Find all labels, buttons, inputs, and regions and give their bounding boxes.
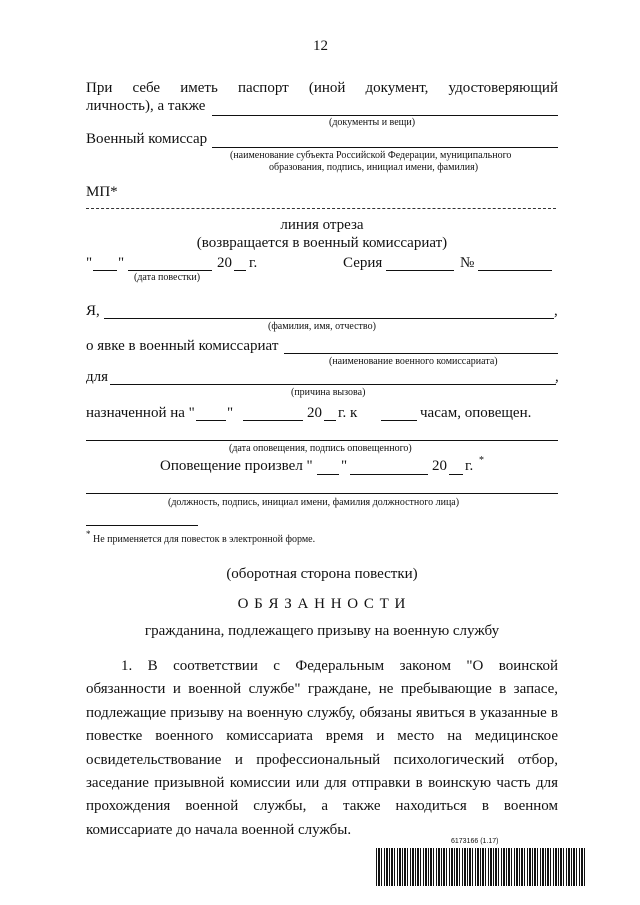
notify-caption: (дата оповещения, подпись оповещенного)	[229, 443, 412, 454]
reason-caption: (причина вызова)	[291, 387, 366, 398]
stamp-mark: МП*	[86, 184, 118, 200]
date-year-prefix: 20	[217, 255, 232, 271]
made-day-line	[317, 474, 339, 475]
barcode	[376, 848, 586, 886]
assigned-year-line	[324, 420, 336, 421]
official-field-line	[86, 493, 558, 494]
appear-label: о явке в военный комиссариат	[86, 338, 279, 354]
number-field-line	[478, 270, 552, 271]
month-field-line	[128, 270, 212, 271]
footnote-text: Не применяется для повесток в электронной форме.	[93, 534, 316, 545]
footnote-mark: *	[86, 529, 91, 539]
official-caption: (должность, подпись, инициал имени, фамилия должностного лица)	[168, 497, 460, 508]
commissariat-caption: (наименование военного комиссариата)	[329, 356, 498, 367]
commissar-caption-2: образования, подпись, инициал имени, фамилия)	[269, 162, 479, 173]
for-label: для	[86, 369, 109, 385]
reason-line-end: ,	[555, 369, 559, 385]
commissar-caption-1: (наименование субъекта Российской Федерации, муниципального	[230, 150, 512, 161]
series-field-line	[386, 270, 454, 271]
assigned-text-2: "	[227, 405, 234, 421]
made-text-3: 20	[432, 458, 447, 474]
obligations-heading: О Б Я З А Н Н О С Т И	[237, 596, 407, 612]
obligations-subheading: гражданина, подлежащего призыву на военную службу	[144, 623, 500, 639]
reason-field-line	[110, 384, 556, 385]
commissar-label: Военный комиссар	[86, 131, 208, 147]
documents-caption: (документы и вещи)	[329, 117, 416, 128]
made-month-line	[350, 474, 428, 475]
footnote-separator	[86, 525, 198, 526]
series-label: Серия	[343, 255, 383, 271]
reverse-label: (оборотная сторона повестки)	[226, 566, 418, 582]
obligations-paragraph: 1. В соответствии с Федеральным законом "О воинской обязанности и военной службе" граждане, не пребывающие в запасе, подлежащие призыву на военную службу, обязаны явиться в указанные в повестке военного комиссариата время и место на медицинское освидетельствование и профессиональный психологический отбор, заседание призывной комиссии или для отправки в воинскую часть для прохождения военной службы, а также находиться в военном комиссариате до начала военной службы.	[86, 658, 558, 838]
date-quote-open: "	[86, 255, 93, 271]
i-label: Я,	[86, 303, 100, 319]
made-year-line	[449, 474, 463, 475]
name-line-end: ,	[554, 303, 558, 319]
year-field-line	[234, 270, 246, 271]
date-year-suffix: г.	[249, 255, 258, 271]
passport-line-1: При себе иметь паспорт (иной документ, удостоверяющий	[86, 80, 558, 96]
passport-line-2: личность), а также	[86, 98, 206, 114]
made-footnote-star: *	[479, 455, 484, 466]
cut-subtitle: (возвращается в военный комиссариат)	[196, 235, 448, 251]
commissar-field-line	[212, 147, 558, 148]
barcode-text: 6173166 (1.17)	[451, 838, 499, 845]
assigned-text-3: 20	[307, 405, 322, 421]
commissariat-field-line	[284, 353, 558, 354]
cut-title: линия отреза	[280, 217, 364, 233]
assigned-month-line	[243, 420, 303, 421]
made-text-1: Оповещение произвел "	[160, 458, 313, 474]
assigned-text-5: часам, оповещен.	[420, 405, 532, 421]
assigned-text-1: назначенной на "	[86, 405, 195, 421]
name-field-line	[104, 318, 554, 319]
assigned-text-4: г. к	[338, 405, 358, 421]
day-field-line	[93, 270, 117, 271]
assigned-hour-line	[381, 420, 417, 421]
assigned-day-line	[196, 420, 226, 421]
page-number: 12	[313, 38, 328, 54]
number-label: №	[460, 255, 475, 271]
date-caption: (дата повестки)	[134, 272, 201, 283]
made-text-2: "	[341, 458, 348, 474]
made-text-4: г.	[465, 458, 474, 474]
cut-line	[86, 208, 556, 209]
documents-field-line	[212, 115, 558, 116]
notify-field-line	[86, 440, 558, 441]
name-caption: (фамилия, имя, отчество)	[268, 321, 376, 332]
date-quote-close: "	[118, 255, 125, 271]
